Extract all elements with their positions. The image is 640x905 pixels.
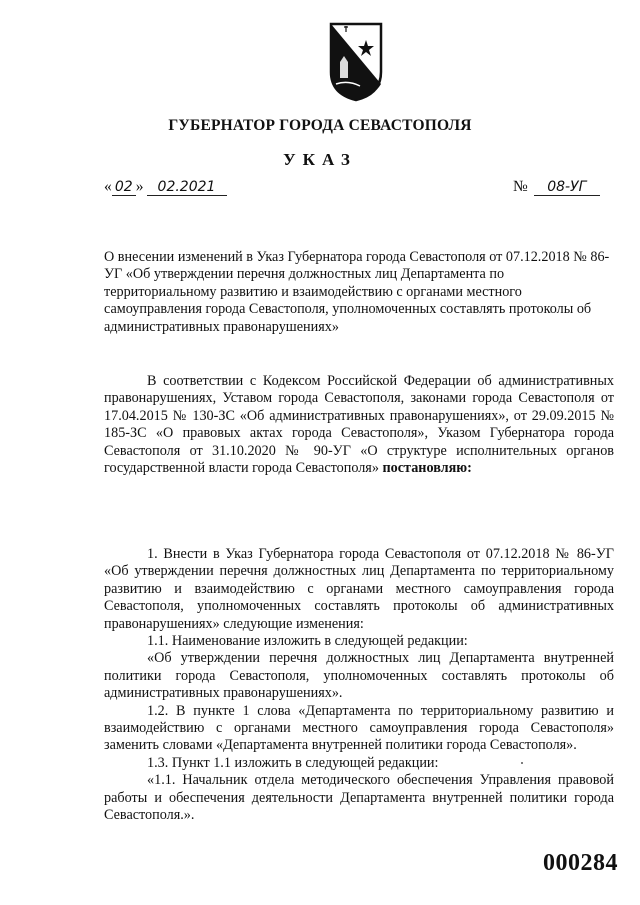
issuer-title: ГУБЕРНАТОР ГОРОДА СЕВАСТОПОЛЯ: [168, 117, 472, 134]
decree-word: постановляю:: [382, 460, 472, 477]
preamble-text: В соответствии с Кодексом Российской Федерации об административных правонарушениях, Уставом города Севастополя, законами города Севастополя от 17.04.2015 № 130-ЗС «Об административных правонарушениях», от 29.09.2015 № 185-ЗС «О правовых актах города Севастополя», Указом Губернатора города Севастополя от 31.10.2020 № 90-УГ «О структуре исполнительных органов государственной власти города Севастополя»: [104, 373, 614, 477]
scan-speck: [521, 762, 523, 764]
date-open-quote: «: [104, 178, 112, 195]
clause-1-1: 1.1. Наименование изложить в следующей редакции:: [147, 633, 468, 650]
date-close-quote: »: [135, 178, 144, 195]
clause-1-2: 1.2. В пункте 1 слова «Департамента по территориальному развитию и взаимодействию с органами местного самоуправления города Севастополя» заменить словами «Департамента внутренней политики города Севастополя».: [104, 702, 614, 754]
form-serial-number: 000284: [543, 850, 618, 876]
date-day-handwritten: 02: [112, 180, 136, 196]
decree-body: [104, 546, 614, 825]
document-number: [513, 178, 600, 196]
document-date: [104, 178, 227, 196]
document-type: УКАЗ: [283, 150, 357, 169]
date-month-year-handwritten: 02.2021: [147, 180, 227, 196]
preamble: [104, 373, 614, 477]
clause-1: 1. Внести в Указ Губернатора города Севастополя от 07.12.2018 № 86-УГ «Об утверждении перечня должностных лиц Департамента по территориальному развитию и взаимодействию с органами местного самоуправления города Севастополя, уполномоченных составлять протоколы об административных правонарушениях» следующие изменения:: [104, 546, 614, 632]
number-handwritten: 08-УГ: [534, 180, 600, 196]
clause-1-1-quote: «Об утверждении перечня должностных лиц Департамента внутренней политики города Севастополя, уполномоченных составлять протоколы об административных правонарушениях».: [104, 650, 614, 702]
decree-title: О внесении изменений в Указ Губернатора города Севастополя от 07.12.2018 № 86-УГ «Об утверждении перечня должностных лиц Департамента по территориальному развитию и взаимодействию с органами местного самоуправления города Севастополя, уполномоченных составлять протоколы об административных правонарушениях»: [104, 249, 610, 335]
clause-1-3-quote: «1.1. Начальник отдела методического обеспечения Управления правовой работы и обеспечения деятельности Департамента внутренней политики города Севастополя.».: [104, 772, 614, 824]
clause-1-3: 1.3. Пункт 1.1 изложить в следующей редакции:: [147, 754, 439, 771]
coat-of-arms-icon: [328, 22, 384, 102]
number-label: №: [513, 178, 528, 195]
